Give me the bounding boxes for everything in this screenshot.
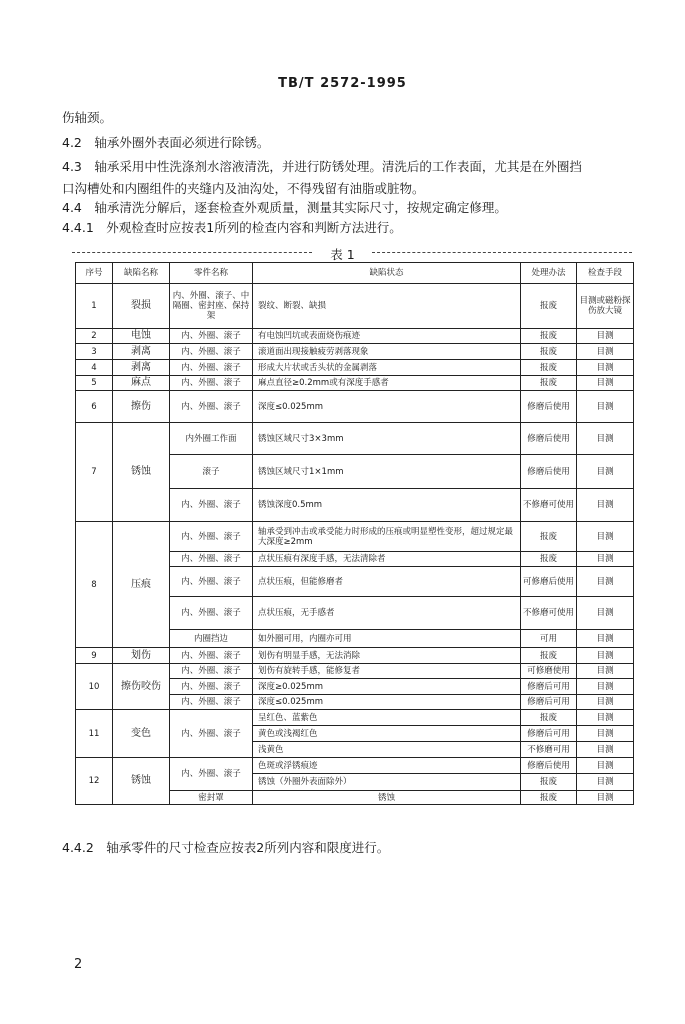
cell-method: 修磨后使用: [521, 423, 577, 455]
cell-check: 目测: [577, 758, 634, 774]
cell-no: 6: [76, 391, 113, 423]
header-check: 检查手段: [577, 263, 634, 284]
cell-method: 修磨后可用: [521, 679, 577, 695]
cell-part: 内、外圈、滚子: [170, 695, 253, 710]
cell-state: 划伤有旋转手感，能修复者: [253, 664, 521, 679]
cell-check: 目测: [577, 376, 634, 391]
cell-check: 目测: [577, 695, 634, 710]
cell-part: 内、外圈、滚子: [170, 664, 253, 679]
cell-method: 不修磨可用: [521, 742, 577, 758]
paragraph-0: 伤轴颈。: [62, 110, 113, 125]
cell-method: 报废: [521, 522, 577, 552]
header-no: 序号: [76, 263, 113, 284]
cell-state: 划伤有明显手感，无法消除: [253, 648, 521, 664]
table-row: [76, 344, 634, 360]
table-row: [76, 664, 634, 679]
defect-table: [75, 262, 634, 805]
cell-part: 内、外圈、滚子: [170, 597, 253, 630]
cell-check: 目测或磁粉探伤放大镜: [577, 284, 634, 329]
cell-state: 形成大片状或舌头状的金属剥落: [253, 360, 521, 376]
cell-state: 锈蚀深度0.5mm: [253, 489, 521, 522]
cell-check: 目测: [577, 522, 634, 552]
cell-defect: 锈蚀: [113, 758, 170, 805]
cell-check: 目测: [577, 455, 634, 489]
page-number: 2: [74, 957, 83, 972]
cell-check: 目测: [577, 742, 634, 758]
cell-state: 有电蚀凹坑或表面烧伤痕迹: [253, 329, 521, 344]
cell-defect: 裂损: [113, 284, 170, 329]
cell-no: 1: [76, 284, 113, 329]
header-state: 缺陷状态: [253, 263, 521, 284]
cell-state: 锈蚀区域尺寸1×1mm: [253, 455, 521, 489]
cell-no: 3: [76, 344, 113, 360]
paragraph-4-4: 4.4 轴承清洗分解后，逐套检查外观质量，测量其实际尺寸，按规定确定修理。: [62, 200, 507, 215]
cell-state: 锈蚀: [253, 791, 521, 805]
cell-method: 报废: [521, 376, 577, 391]
cell-part: 内、外圈、滚子、中隔圈、密封座、保持架: [170, 284, 253, 329]
cell-no: 12: [76, 758, 113, 805]
cell-state: 滚道面出现接触疲劳剥落现象: [253, 344, 521, 360]
cell-check: 目测: [577, 391, 634, 423]
cell-method: 报废: [521, 329, 577, 344]
cell-part: 内、外圈、滚子: [170, 679, 253, 695]
paragraph-4-3: 4.3 轴承采用中性洗涤剂水溶液清洗，并进行防锈处理。清洗后的工作表面，尤其是在外圈挡: [62, 159, 582, 174]
cell-method: 报废: [521, 710, 577, 726]
cell-state: 浅黄色: [253, 742, 521, 758]
cell-no: 8: [76, 522, 113, 648]
cell-state: 色斑或浮锈痕迹: [253, 758, 521, 774]
table-row: [76, 329, 634, 344]
cell-no: 10: [76, 664, 113, 710]
header-method: 处理办法: [521, 263, 577, 284]
cell-defect: 剥离: [113, 344, 170, 360]
cell-state: 深度≥0.025mm: [253, 679, 521, 695]
table-row: [76, 391, 634, 423]
paragraph-4-4-2: 4.4.2 轴承零件的尺寸检查应按表2所列内容和限度进行。: [62, 840, 390, 855]
cell-method: 不修磨可使用: [521, 489, 577, 522]
cell-state: 点状压痕，但能修磨者: [253, 567, 521, 597]
cell-no: 11: [76, 710, 113, 758]
cell-state: 深度≤0.025mm: [253, 391, 521, 423]
cell-method: 可用: [521, 630, 577, 648]
header-part: 零件名称: [170, 263, 253, 284]
table-header-row: [76, 263, 634, 284]
cell-check: 目测: [577, 552, 634, 567]
cell-defect: 擦伤咬伤: [113, 664, 170, 710]
cell-part: 内圈挡边: [170, 630, 253, 648]
cell-method: 修磨后使用: [521, 455, 577, 489]
cell-check: 目测: [577, 648, 634, 664]
cell-no: 7: [76, 423, 113, 522]
cell-part: 内、外圈、滚子: [170, 710, 253, 758]
cell-method: 可修磨使用: [521, 664, 577, 679]
cell-method: 报废: [521, 360, 577, 376]
cell-check: 目测: [577, 664, 634, 679]
cell-part: 内、外圈、滚子: [170, 567, 253, 597]
cell-part: 内、外圈、滚子: [170, 344, 253, 360]
cell-part: 内、外圈、滚子: [170, 489, 253, 522]
cell-method: 修磨后使用: [521, 391, 577, 423]
cell-method: 报废: [521, 344, 577, 360]
table-caption: 表 1: [330, 247, 355, 262]
cell-state: 点状压痕有深度手感，无法清除者: [253, 552, 521, 567]
table-row: [76, 376, 634, 391]
table-row: [76, 710, 634, 726]
cell-part: 内、外圈、滚子: [170, 360, 253, 376]
cell-defect: 划伤: [113, 648, 170, 664]
cell-check: 目测: [577, 423, 634, 455]
paragraph-4-2: 4.2 轴承外圈外表面必须进行除锈。: [62, 135, 270, 150]
cell-part: 内、外圈、滚子: [170, 552, 253, 567]
cell-no: 9: [76, 648, 113, 664]
cell-method: 可修磨后使用: [521, 567, 577, 597]
cell-check: 目测: [577, 360, 634, 376]
cell-method: 不修磨可使用: [521, 597, 577, 630]
cell-state: 黄色或浅褐红色: [253, 726, 521, 742]
header-defect: 缺陷名称: [113, 263, 170, 284]
cell-check: 目测: [577, 679, 634, 695]
cell-check: 目测: [577, 344, 634, 360]
cell-method: 报废: [521, 774, 577, 791]
cell-check: 目测: [577, 489, 634, 522]
cell-part: 内、外圈、滚子: [170, 376, 253, 391]
cell-check: 目测: [577, 329, 634, 344]
cell-check: 目测: [577, 630, 634, 648]
cell-defect: 擦伤: [113, 391, 170, 423]
cell-defect: 麻点: [113, 376, 170, 391]
table-row: [76, 360, 634, 376]
cell-defect: 剥离: [113, 360, 170, 376]
cell-state: 锈蚀（外圈外表面除外）: [253, 774, 521, 791]
paragraph-4-4-1: 4.4.1 外观检查时应按表1所列的检查内容和判断方法进行。: [62, 220, 402, 235]
cell-check: 目测: [577, 774, 634, 791]
cell-defect: 变色: [113, 710, 170, 758]
cell-check: 目测: [577, 597, 634, 630]
paragraph-4-3-cont: 口沟槽处和内圈组件的夹缝内及油沟处，不得残留有油脂或脏物。: [62, 181, 425, 196]
cell-method: 修磨后可用: [521, 726, 577, 742]
cell-method: 修磨后可用: [521, 695, 577, 710]
cell-no: 4: [76, 360, 113, 376]
cell-method: 报废: [521, 552, 577, 567]
cell-no: 5: [76, 376, 113, 391]
cell-part: 内、外圈、滚子: [170, 522, 253, 552]
cell-part: 内、外圈、滚子: [170, 758, 253, 791]
cell-check: 目测: [577, 710, 634, 726]
table-row: [76, 648, 634, 664]
standard-header: TB/T 2572-1995: [278, 76, 407, 91]
cell-part: 滚子: [170, 455, 253, 489]
cell-part: 密封罩: [170, 791, 253, 805]
cell-state: 锈蚀区域尺寸3×3mm: [253, 423, 521, 455]
cell-method: 报废: [521, 791, 577, 805]
cell-method: 修磨后使用: [521, 758, 577, 774]
cell-part: 内、外圈、滚子: [170, 648, 253, 664]
cell-state: 麻点直径≥0.2mm或有深度手感者: [253, 376, 521, 391]
cell-part: 内外圈工作面: [170, 423, 253, 455]
caption-rule-right: [372, 252, 632, 253]
cell-part: 内、外圈、滚子: [170, 391, 253, 423]
cell-defect: 锈蚀: [113, 423, 170, 522]
cell-check: 目测: [577, 791, 634, 805]
cell-check: 目测: [577, 567, 634, 597]
cell-defect: 电蚀: [113, 329, 170, 344]
cell-method: 报废: [521, 648, 577, 664]
cell-no: 2: [76, 329, 113, 344]
table-row: [76, 423, 634, 455]
cell-state: 如外圈可用，内圈亦可用: [253, 630, 521, 648]
cell-state: 裂纹、断裂、缺损: [253, 284, 521, 329]
table-row: [76, 522, 634, 552]
cell-state: 深度≤0.025mm: [253, 695, 521, 710]
cell-check: 目测: [577, 726, 634, 742]
cell-defect: 压痕: [113, 522, 170, 648]
table-row: [76, 284, 634, 329]
cell-state: 点状压痕，无手感者: [253, 597, 521, 630]
cell-method: 报废: [521, 284, 577, 329]
cell-part: 内、外圈、滚子: [170, 329, 253, 344]
table-row: [76, 758, 634, 774]
cell-state: 呈红色、蓝紫色: [253, 710, 521, 726]
cell-state: 轴承受到冲击或承受能力时形成的压痕或明显塑性变形，超过规定最大深度≥2mm: [253, 522, 521, 552]
